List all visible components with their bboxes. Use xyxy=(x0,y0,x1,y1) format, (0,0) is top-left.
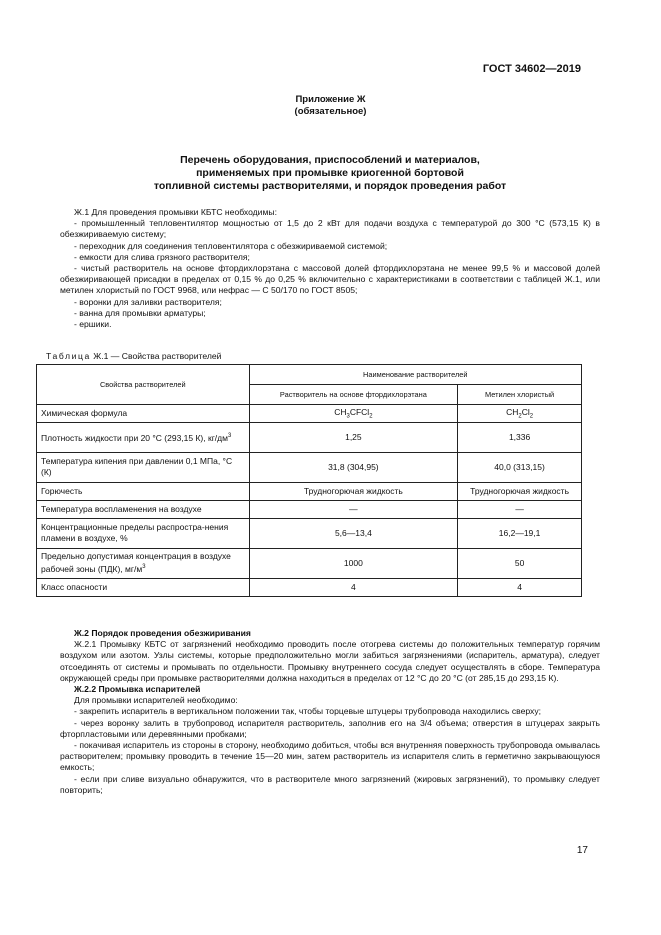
value-cell: 31,8 (304,95) xyxy=(249,452,458,482)
appendix-status: (обязательное) xyxy=(294,106,367,117)
column-header-fluoro: Растворитель на основе фтордихлорэтана xyxy=(249,385,458,405)
list-item: - воронки для заливки растворителя; xyxy=(74,296,222,307)
value-cell: 40,0 (313,15) xyxy=(458,452,582,482)
value-cell: 4 xyxy=(249,578,458,596)
row-label: Температура кипения при давлении 0,1 МПа, °C (К) xyxy=(37,452,250,482)
value-cell: 1,336 xyxy=(458,422,582,452)
column-header-methylene: Метилен хлористый xyxy=(458,385,582,405)
row-label: Концентрационные пределы распростра-нения пламени в воздухе, % xyxy=(37,518,250,548)
section-2-intro: Для промывки испарителей необходимо: xyxy=(74,695,238,706)
main-title-line-3: топливной системы растворителями, и порядок проведения работ xyxy=(153,180,507,192)
section-1-intro: Ж.1 Для проведения промывки КБТС необходимы: xyxy=(74,207,277,217)
value-cell: 16,2—19,1 xyxy=(458,518,582,548)
row-label: Горючесть xyxy=(37,482,250,500)
row-label: Температура воспламенения на воздухе xyxy=(37,500,250,518)
page-number: 17 xyxy=(576,845,588,856)
section-2-heading: Ж.2 Порядок проведения обезжиривания xyxy=(74,628,251,638)
table-row xyxy=(37,422,582,452)
table-row xyxy=(37,452,582,482)
row-label: Предельно допустимая концентрация в воздухе рабочей зоны (ПДК), $мг/м^3$ xyxy=(37,548,250,578)
list-item: - чистый растворитель на основе фтордихлорэтана с массовой долей фтордихлорэтана не менее 99,5 % и массовой долей обезжиривающей присадки в пределах от 0,15 % до 0,25 % включительно с характеристиками в соответствии с таблицей Ж.1, или метилен хлористый по ГОСТ 9968, или нефрас — С 50/170 по ГОСТ 8505; xyxy=(60,263,600,296)
section-2-subheading: Ж.2.2 Промывка испарителей xyxy=(74,684,201,695)
table-row xyxy=(37,405,582,423)
value-cell: 50 xyxy=(458,548,582,578)
formula-cell: $CH_2Cl_2$ xyxy=(458,405,582,423)
solvent-properties-table xyxy=(36,364,582,597)
value-cell: 4 xyxy=(458,578,582,596)
value-cell: — xyxy=(249,500,458,518)
row-label: Плотность жидкости при 20 °C (293,15 К), $кг/дм^3$ xyxy=(37,422,250,452)
list-item: - промышленный тепловентилятор мощностью от 1,5 до 2 кВт для подачи воздуха с температурой до 300 °C (573,15 К) в обезжириваемую систему; xyxy=(60,218,600,240)
list-item: - через воронку залить в трубопровод испарителя растворитель, заполнив его на 3/4 объема; отверстия в штуцерах закрыть фторпластовыми или деревянными пробками; xyxy=(60,717,600,739)
value-cell: Трудногорючая жидкость xyxy=(458,482,582,500)
table-caption-text: Ж.1 — Свойства растворителей xyxy=(93,351,222,361)
value-cell: 1000 xyxy=(249,548,458,578)
table-row xyxy=(37,482,582,500)
list-item: - ванна для промывки арматуры; xyxy=(74,307,206,318)
value-cell: 1,25 xyxy=(249,422,458,452)
list-item: - переходник для соединения тепловентилятора с обезжириваемой системой; xyxy=(74,240,388,251)
paragraph: Ж.2.1 Промывку КБТС от загрязнений необходимо проводить после отогрева системы до положительных температур горячим воздухом или азотом. Узлы системы, которые предположительно могли забиться загрязнениями (испаритель, арматура), следует отсоединять от системы и промывать по отдельности. Промывку внутреннего сосуда следует осуществлять в сборе. Температура окружающей среды при промывке растворителями должна находиться в пределах от 12 °C до 20 °C (от 285,15 до 293,15 К). xyxy=(60,639,600,683)
table-row xyxy=(37,518,582,548)
list-item: - ершики. xyxy=(74,319,112,330)
section-2 xyxy=(60,628,600,796)
table-caption xyxy=(46,351,221,361)
table-row xyxy=(37,578,582,596)
list-item: - закрепить испаритель в вертикальном положении так, чтобы торцевые штуцеры трубопровода находились сверху; xyxy=(74,706,542,717)
row-label: Класс опасности xyxy=(37,578,250,596)
table-row xyxy=(37,548,582,578)
document-number: ГОСТ 34602—2019 xyxy=(482,63,581,75)
value-cell: 5,6—13,4 xyxy=(249,518,458,548)
list-item: - покачивая испаритель из стороны в сторону, необходимо добиться, чтобы вся внутренняя поверхность трубопровода омывалась растворителем; промывку проводить в течение 15—20 мин, затем растворитель из испарителя слить в герметично закрывающуюся емкость; xyxy=(60,740,600,773)
column-header-properties: Свойства растворителей xyxy=(37,365,250,405)
value-cell: Трудногорючая жидкость xyxy=(249,482,458,500)
appendix-title: Приложение Ж xyxy=(295,94,366,105)
column-header-group: Наименование растворителей xyxy=(249,365,581,385)
table-caption-prefix: Таблица xyxy=(46,351,91,361)
formula-cell: $CH_3CFCl_2$ xyxy=(249,405,458,423)
row-label: Химическая формула xyxy=(37,405,250,423)
table-row xyxy=(37,500,582,518)
section-1 xyxy=(60,207,600,330)
main-title-line-2: применяемых при промывке криогенной бортовой xyxy=(196,167,464,179)
list-item: - емкости для слива грязного растворителя; xyxy=(74,251,250,262)
list-item: - если при сливе визуально обнаружится, что в растворителе много загрязнений (жировых загрязнений), то промывку следует повторить; xyxy=(60,773,600,795)
main-title-line-1: Перечень оборудования, приспособлений и материалов, xyxy=(180,154,480,166)
value-cell: — xyxy=(458,500,582,518)
